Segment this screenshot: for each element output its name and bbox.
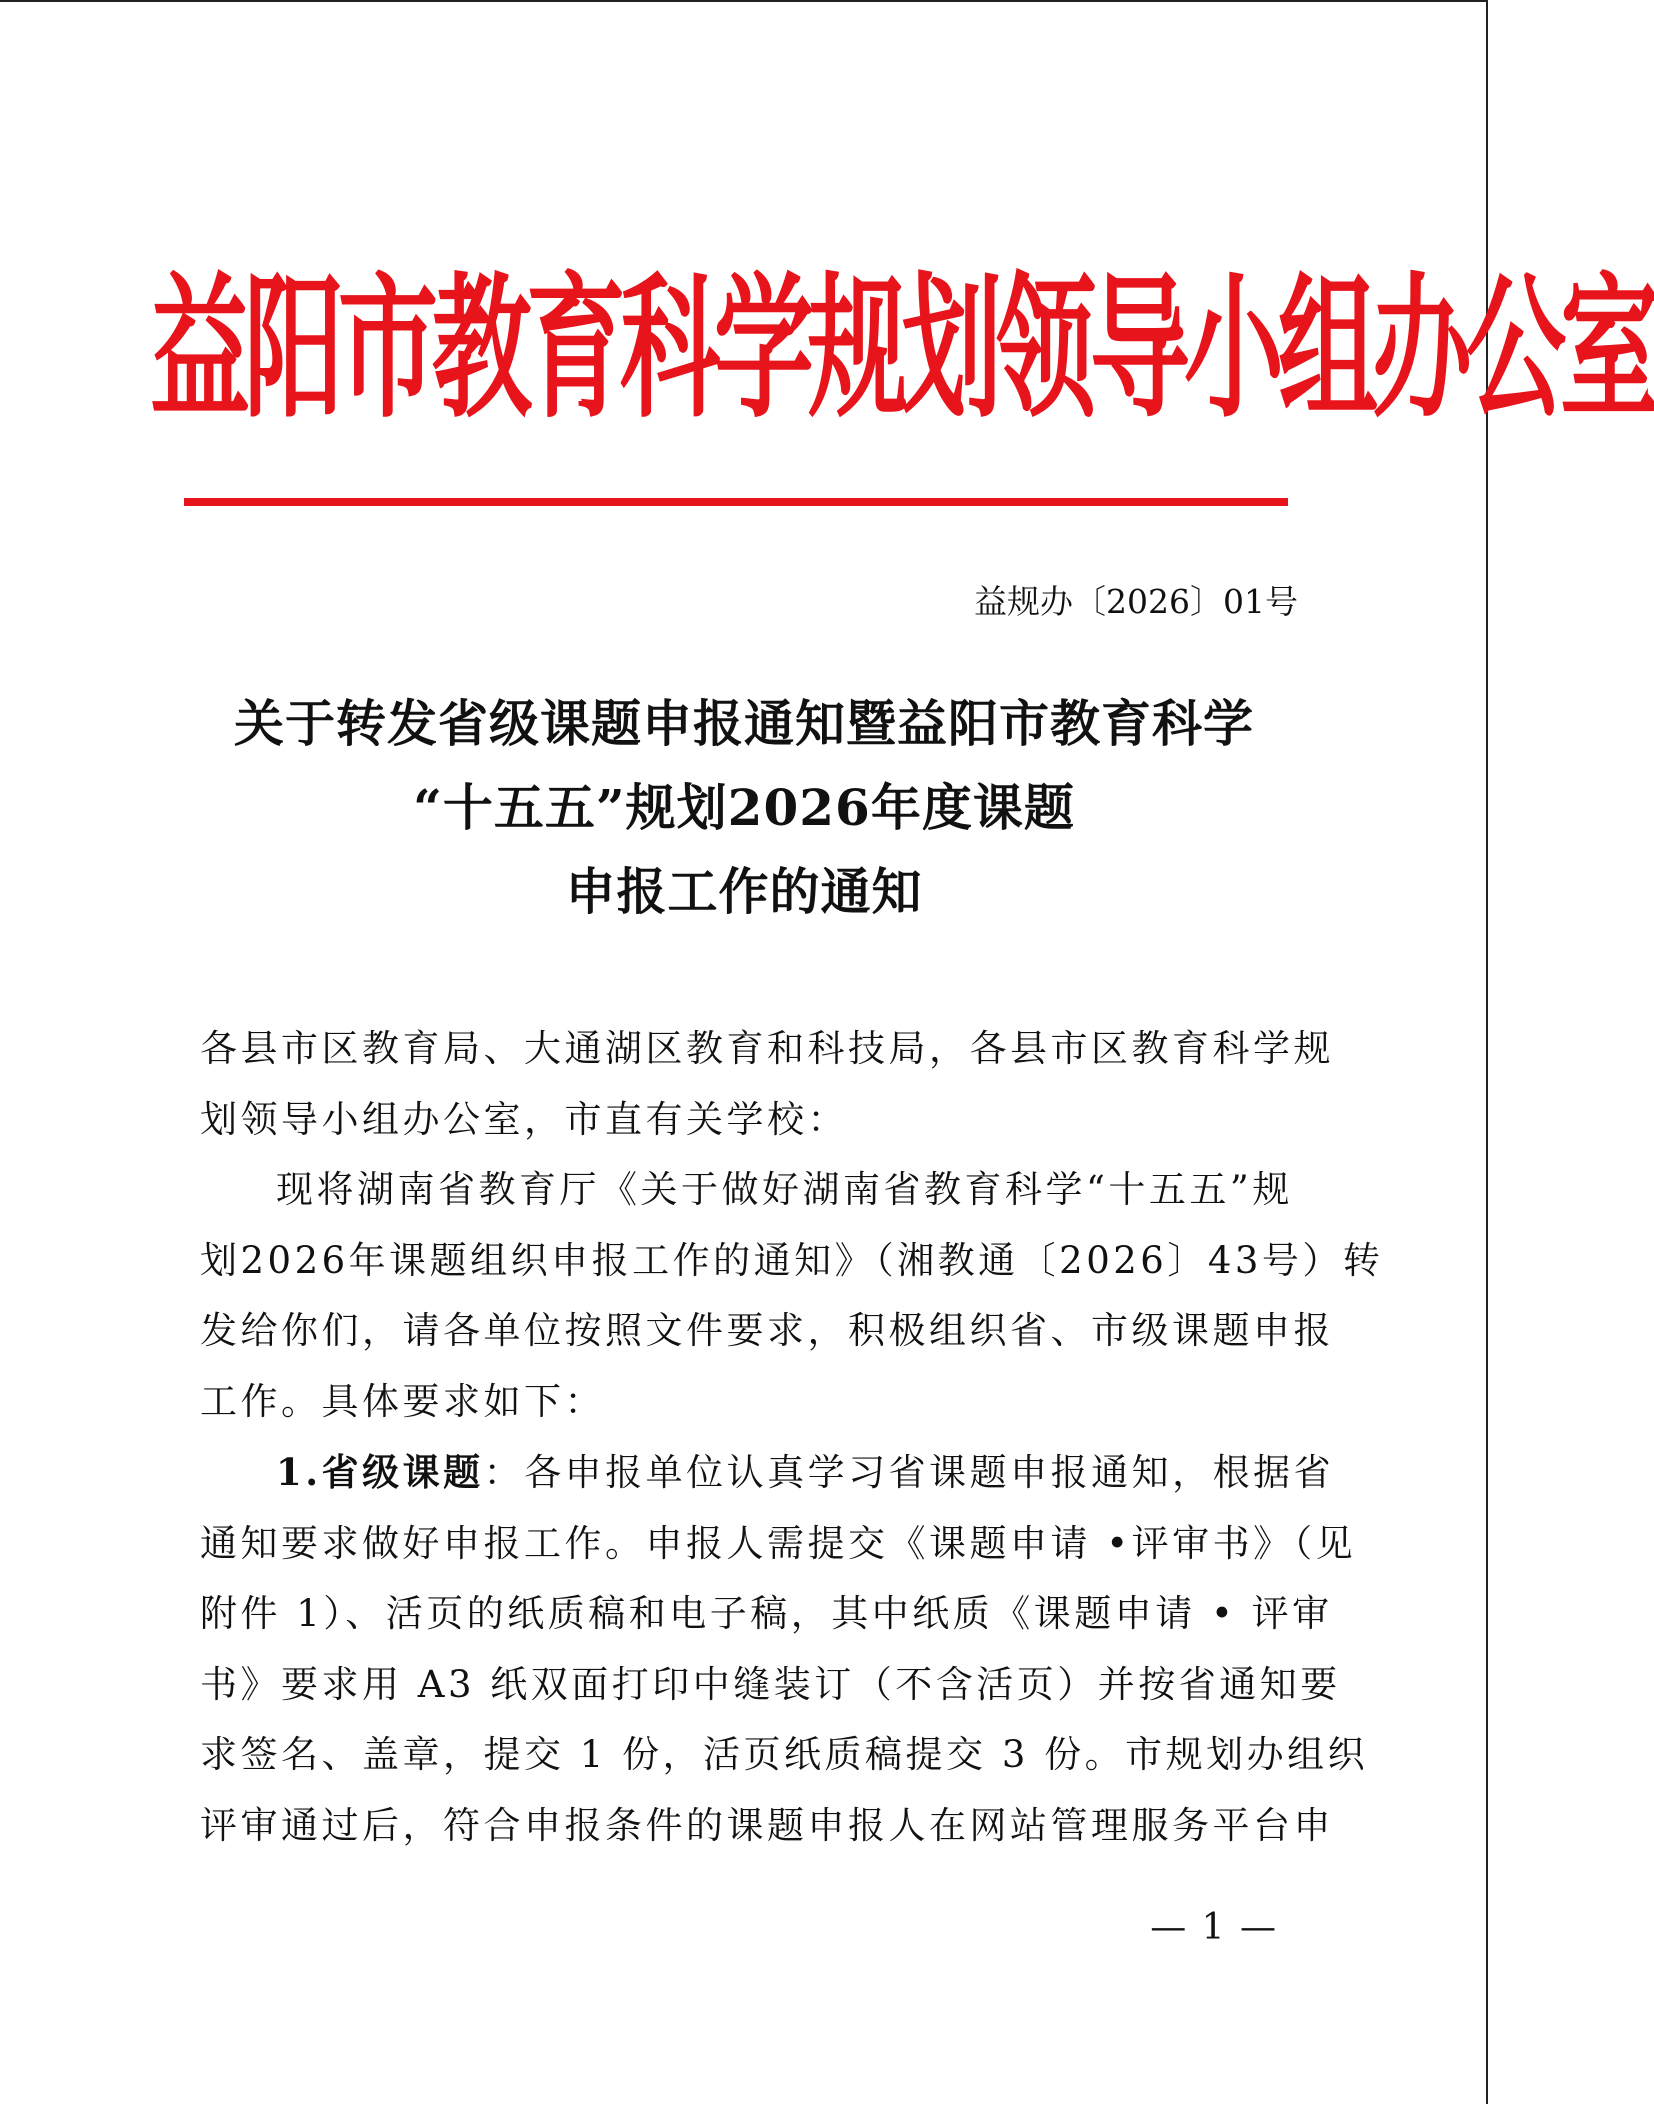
document-number: 益规办〔2026〕01号 — [974, 582, 1298, 621]
page-number: — 1 — — [1150, 1907, 1278, 1948]
paragraph-line: 通知要求做好申报工作。申报人需提交《课题申请 •评审书》（见 — [200, 1521, 1357, 1565]
paragraph-line: 附件 1）、活页的纸质稿和电子稿，其中纸质《课题申请 • 评审 — [200, 1592, 1333, 1635]
document-title — [184, 682, 1304, 934]
title-line-3: 申报工作的通知 — [565, 862, 923, 921]
organization-header: 益阳市教育科学规划领导小组办公室 — [150, 258, 1654, 440]
title-line-1: 关于转发省级课题申报通知暨益阳市教育科学 — [234, 694, 1254, 753]
salutation-line: 各县市区教育局、大通湖区教育和科技局，各县市区教育科学规 — [200, 1027, 1334, 1070]
paragraph-line: 评审通过后，符合申报条件的课题申报人在网站管理服务平台申 — [200, 1803, 1334, 1847]
item1-label: 1.省级课题 — [276, 1450, 484, 1494]
paragraph-line: 现将湖南省教育厅《关于做好湖南省教育科学“十五五”规 — [276, 1168, 1293, 1211]
red-divider-line — [184, 498, 1288, 506]
paragraph-line: 书》要求用 A3 纸双面打印中缝装订（不含活页）并按省通知要 — [200, 1662, 1341, 1706]
paragraph-line: 求签名、盖章，提交 1 份，活页纸质稿提交 3 份。市规划办组织 — [200, 1733, 1369, 1776]
title-line-2: “十五五”规划2026年度课题 — [413, 778, 1075, 837]
paragraph-line: 划2026年课题组织申报工作的通知》（湘教通〔2026〕43号）转 — [200, 1238, 1384, 1282]
paragraph-line: 发给你们，请各单位按照文件要求，积极组织省、市级课题申报 — [200, 1309, 1334, 1352]
salutation-line: 划领导小组办公室，市直有关学校： — [200, 1097, 848, 1141]
paragraph-line: 工作。具体要求如下： — [200, 1379, 605, 1423]
item1-text: ：各申报单位认真学习省课题申报通知，根据省 — [483, 1451, 1335, 1494]
item1-first-line — [200, 1437, 1335, 1509]
document-body — [200, 1014, 1384, 1861]
